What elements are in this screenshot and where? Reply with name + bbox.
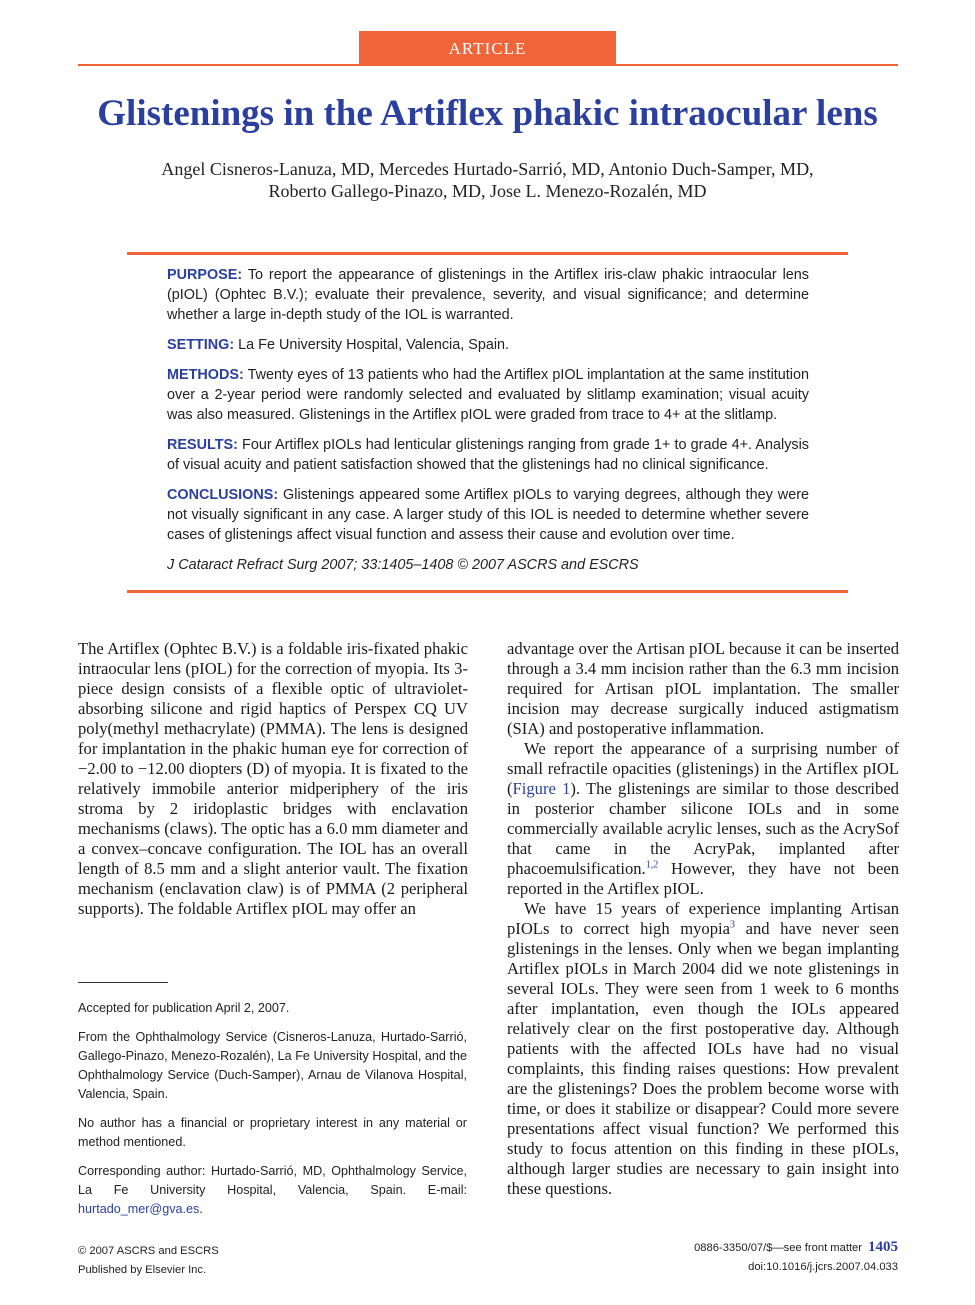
citation: J Cataract Refract Surg 2007; 33:1405–1408 © 2007 ASCRS and ESCRS <box>167 557 639 573</box>
body-column-right <box>507 639 899 1199</box>
footnotes <box>78 999 467 1229</box>
conclusions-text: Glistenings appeared some Artiflex pIOLs to varying degrees, although they were not visually significant in any case. A larger study of this IOL is needed to determine whether severe cases of glistenings affect visual function and assess their cause and evolution over time. <box>167 487 809 543</box>
accepted-note: Accepted for publication April 2, 2007. <box>78 1001 290 1015</box>
abstract-setting <box>167 335 809 355</box>
text-run: and have never seen glistenings in the lenses. Only when we began implanting Artiflex pIOLs in March 2004 did we note glistenings in several IOLs. They were seen from 1 week to 6 months after implantation, even though the IOLs appeared relatively clear on the first postoperative day. Although patients with the affected IOLs have had no visual complaints, this finding raises questions: How prevalent are the glistenings? Does the problem become worse with time, or does it stabilize or disappear? Could more severe presentations affect visual function? We performed this study to focus attention on this finding in these pIOLs, although larger studies are necessary to gain insight into these questions. <box>507 919 900 1198</box>
text-run: We report the appearance of a surprising number of small refractile opacities (glistenings) in the Artiflex pIOL ( <box>507 739 899 798</box>
abstract-bottom-rule <box>127 590 848 593</box>
abstract <box>167 265 809 585</box>
copyright: © 2007 ASCRS and ESCRS <box>78 1245 219 1257</box>
abstract-methods <box>167 365 809 425</box>
setting-text: La Fe University Hospital, Valencia, Spain. <box>234 337 510 353</box>
issn-line <box>694 1238 898 1258</box>
results-text: Four Artiflex pIOLs had lenticular glistenings ranging from grade 1+ to grade 4+. Analysis of visual acuity and patient satisfaction showed that the glistenings had no clinical significance. <box>167 437 809 473</box>
corresponding-text: Corresponding author: Hurtado-Sarrió, MD, Ophthalmology Service, La Fe University Hospital, Valencia, Spain. E-mail: <box>78 1164 467 1197</box>
footer-left <box>78 1242 219 1280</box>
body-paragraph: advantage over the Artisan pIOL because it can be inserted through a 3.4 mm incision rather than the 6.3 mm incision required for Artisan pIOL implantation. The smaller incision may decrease surgically induced astigmatism (SIA) and postoperative inflammation. <box>507 639 899 738</box>
methods-text: Twenty eyes of 13 patients who had the Artiflex pIOL implantation at the same institution over a 2-year period were randomly selected and evaluated by slitlamp examination; visual acuity was also measured. Glistenings in the Artiflex pIOL were graded from trace to 4+ at the slitlamp. <box>167 367 809 423</box>
author-line-2: Roberto Gallego-Pinazo, MD, Jose L. Menezo-Rozalén, MD <box>268 181 707 201</box>
body-column-left <box>78 639 468 919</box>
purpose-text: To report the appearance of glistenings in the Artiflex iris-claw phakic intraocular lens (pIOL) (Ophtec B.V.); evaluate their prevalence, severity, and visual significance; and determine whether a large in-depth study of the IOL is warranted. <box>167 267 809 323</box>
page-number: 1405 <box>868 1239 898 1255</box>
text-run: We have 15 years of experience implanting Artisan pIOLs to correct high myopia <box>507 899 899 938</box>
header-rule <box>78 64 898 66</box>
doi[interactable]: doi:10.1016/j.jcrs.2007.04.033 <box>748 1261 898 1273</box>
footnote-rule <box>78 982 168 983</box>
issn: 0886-3350/07/$—see front matter <box>694 1242 862 1254</box>
text-run: ). The glistenings are similar to those described in posterior chamber silicone IOLs and in some commercially available acrylic lenses, such as the AcrySof that came in the AcryPak, implanted after phacoemulsification. <box>507 779 899 878</box>
email-link[interactable]: hurtado_mer@gva.es <box>78 1202 200 1216</box>
abstract-results <box>167 435 809 475</box>
body-paragraph: The Artiflex (Ophtec B.V.) is a foldable iris-fixated phakic intraocular lens (pIOL) for the correction of myopia. Its 3-piece design consists of a flexible optic of ultraviolet-absorbing silicone and rigid haptics of Perspex CQ UV poly(methyl methacrylate) (PMMA). The lens is designed for implantation in the phakic human eye for correction of −2.00 to −12.00 diopters (D) of myopia. It is fixated to the relatively immobile anterior midperiphery of the iris stroma by 2 iridoplastic bridges with enclavation mechanisms (claws). The optic has a 6.0 mm diameter and a convex–concave configuration. The IOL has an overall length of 8.5 mm and a slight anterior vault. The fixation mechanism (enclavation claw) is of PMMA (2 peripheral supports). The foldable Artiflex pIOL may offer an <box>78 639 468 918</box>
purpose-label: PURPOSE: <box>167 267 243 283</box>
text-run: . <box>199 1202 203 1216</box>
affiliation-note: From the Ophthalmology Service (Cisneros-Lanuza, Hurtado-Sarrió, Gallego-Pinazo, Menezo-Rozalén), La Fe University Hospital, and the Ophthalmology Service (Duch-Samper), Arnau de Vilanova Hospital, Valencia, Spain. <box>78 1030 467 1101</box>
text-run: However, they have not been reported in the Artiflex pIOL. <box>507 859 899 898</box>
publisher: Published by Elsevier Inc. <box>78 1264 207 1276</box>
abstract-conclusions <box>167 485 809 545</box>
reference-link[interactable]: 1,2 <box>645 859 659 871</box>
abstract-purpose <box>167 265 809 325</box>
results-label: RESULTS: <box>167 437 238 453</box>
author-line-1: Angel Cisneros-Lanuza, MD, Mercedes Hurtado-Sarrió, MD, Antonio Duch-Samper, MD, <box>161 159 814 179</box>
figure-1-link[interactable]: Figure 1 <box>512 779 571 798</box>
reference-link[interactable]: 3 <box>730 919 736 931</box>
conclusions-label: CONCLUSIONS: <box>167 487 279 503</box>
disclosure-note: No author has a financial or proprietary interest in any material or method mentioned. <box>78 1116 467 1149</box>
article-title: Glistenings in the Artiflex phakic intraocular lens <box>97 93 878 134</box>
body-paragraph <box>507 739 899 899</box>
abstract-top-rule <box>127 252 848 255</box>
corresponding-note <box>78 1162 467 1219</box>
methods-label: METHODS: <box>167 367 244 383</box>
footer-right <box>694 1238 898 1277</box>
body-paragraph <box>507 899 899 1199</box>
article-type-tag: ARTICLE <box>359 31 616 65</box>
setting-label: SETTING: <box>167 337 235 353</box>
author-list <box>100 158 875 202</box>
